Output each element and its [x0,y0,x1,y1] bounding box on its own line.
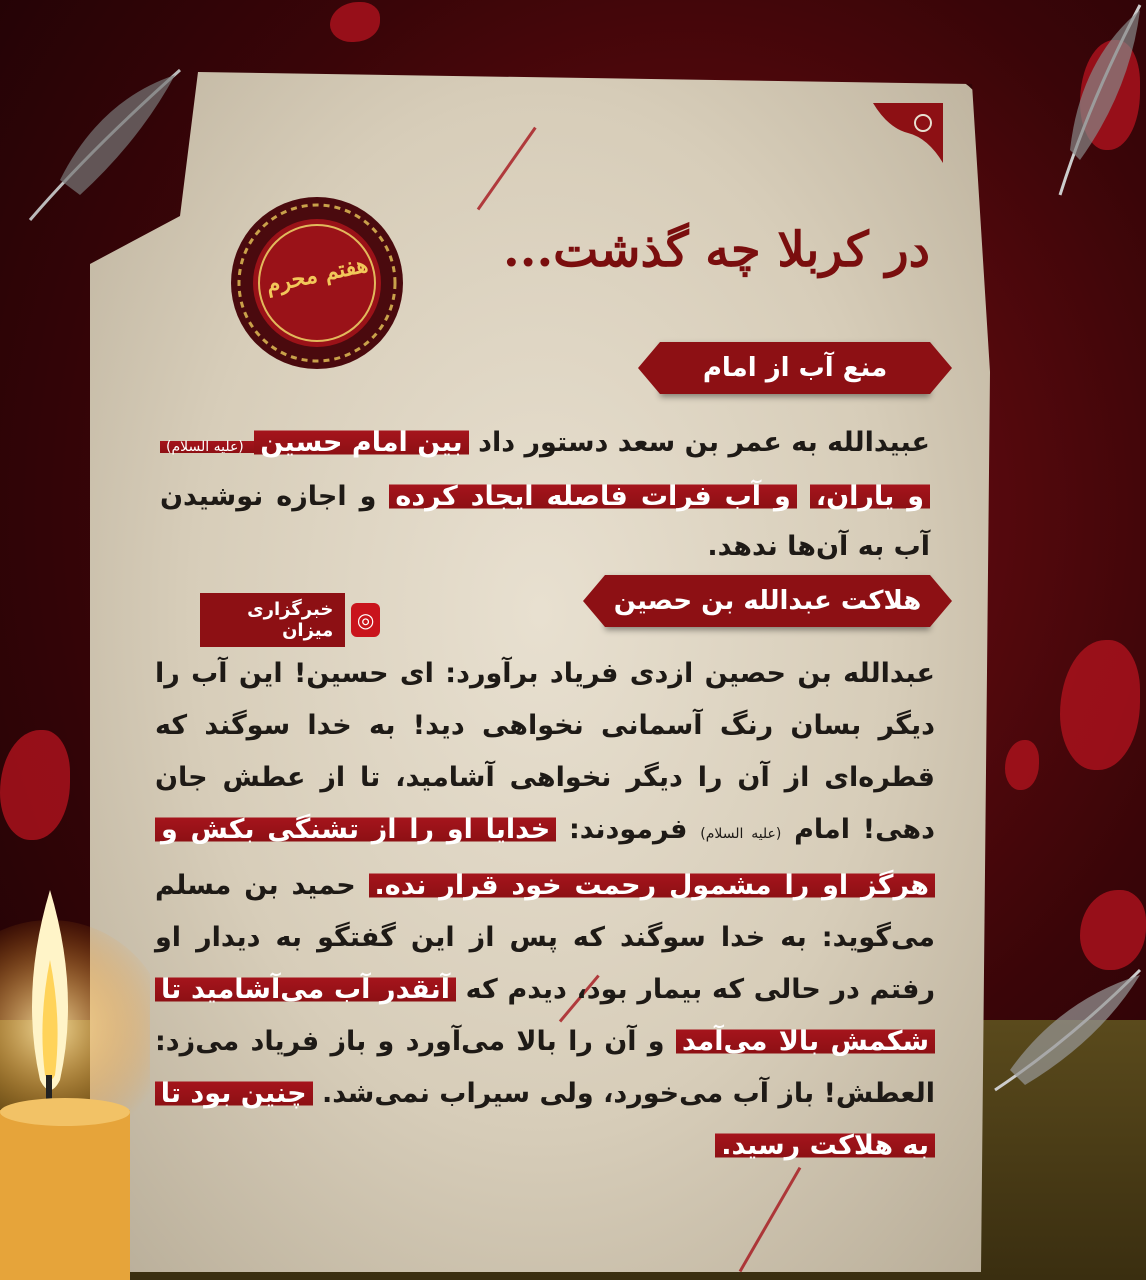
body-text: فرمودند: [556,814,701,845]
seal-text: هفتم محرم [263,251,371,299]
highlighted-text: (علیه السلام) [160,439,254,455]
body-text [797,481,810,512]
candle-icon [0,870,150,1280]
page-title: در کربلا چه گذشت... [503,222,930,278]
body-text: حمید بن مسلم می‌گوید: به خدا سوگند که پس از این گفتگو به دیدار او رفتم در حالی که بیمار بود، دیدم که [155,870,936,1005]
highlighted-text: چنین بود تا به هلاکت رسید. [155,1078,935,1161]
body-text: عبدالله بن حصین ازدی فریاد برآورد: ای حسین! این آب را دیگر بسان رنگ آسمانی نخواهی دید! به خدا سوگند که قطره‌ای از آن را دیگر نخواهی آشامید، تا از عطش جان دهی! امام [155,658,935,845]
body-text: و آن را بالا می‌آورد و باز فریاد می‌زد: العطش! باز آب می‌خورد، ولی سیراب نمی‌شد. [155,1026,935,1109]
feather-icon [1040,0,1146,200]
section-heading-death: هلاکت عبدالله بن حصین [605,575,930,627]
source-label: خبرگزاری میزان [200,593,345,647]
feather-icon [990,960,1146,1100]
source-badge [200,600,380,640]
corner-ornament-icon [868,98,948,168]
highlighted-text: خدایا او را از تشنگی بکش و هرگز او را مشمول رحمت خود قرار نده. [155,814,935,901]
rose-petal [0,730,70,840]
highlighted-text: و آب فرات فاصله ایجاد کرده [389,481,796,512]
rose-petal [330,2,380,42]
rose-petal [1060,640,1140,770]
body-text: و اجازه نوشیدن آب به آن‌ها ندهد. [160,481,930,562]
highlighted-text: آنقدر آب می‌آشامید تا شکمش بالا می‌آمد [155,974,935,1057]
section-body-water-ban [160,418,930,572]
section-heading-water-ban: منع آب از امام [660,342,930,394]
rose-petal [1005,740,1039,790]
highlighted-text: و یاران، [810,481,930,512]
rose-petal [1080,890,1146,970]
body-text: عبیدالله به عمر بن سعد دستور داد [468,427,930,458]
mizan-logo-icon: ◎ [351,603,380,637]
feather-icon [20,60,190,230]
body-text: (علیه السلام) [700,826,782,842]
section-body-death [155,648,935,1172]
highlighted-text: بین امام حسین [254,427,468,458]
